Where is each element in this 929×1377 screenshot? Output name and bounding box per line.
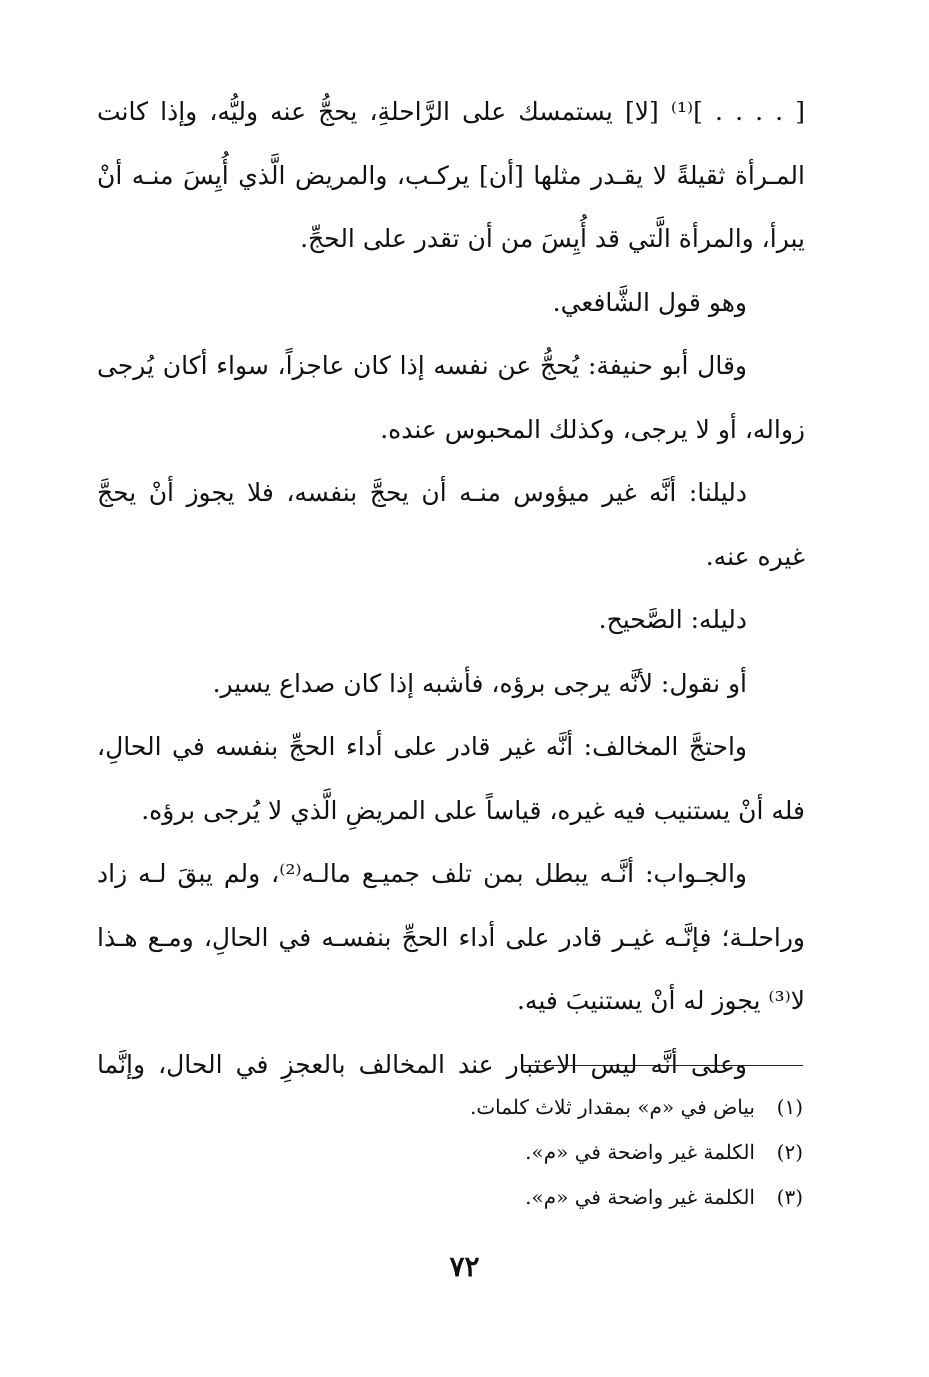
footnote-2-number: (٢) [776, 1140, 803, 1164]
paragraph-4: دليلنا: أنَّه غير ميؤوس منـه أن يحجَّ بنفسه، فلا يجوز أنْ يحجَّ غيره عنه. [97, 478, 805, 571]
paragraph-1: [ . . . . ]⁽¹⁾ [لا] يستمسك على الرَّاحلةِ، يحجُّ عنه وليُّه، وإذا كانت المـرأة ثقيلةً لا يقـدر مثلها [أن] يركـب، والمريض الَّذي أُيِسَ منـه أنْ يبرأ، والمرأة الَّتي قد أُيِسَ من أن تقدر على الحجِّ. [97, 97, 805, 253]
main-text [97, 80, 805, 1096]
footnote-1-number: (١) [776, 1095, 803, 1119]
paragraph-7: واحتجَّ المخالف: أنَّه غير قادر على أداء الحجِّ بنفسه في الحالِ، فله أنْ يستنيب فيه غيره، قياساً على المريضِ الَّذي لا يُرجى برؤه. [97, 732, 805, 825]
footnote-3 [103, 1175, 803, 1220]
footnote-3-text: الكلمة غير واضحة في «م». [525, 1185, 755, 1209]
footnote-2 [103, 1130, 803, 1175]
paragraph-3: وقال أبو حنيفة: يُحجُّ عن نفسه إذا كان عاجزاً، سواء أكان يُرجى زواله، أو لا يرجى، وكذلك المحبوس عنده. [97, 351, 805, 444]
footnote-3-number: (٣) [776, 1185, 803, 1209]
footnotes [103, 1085, 803, 1220]
footnote-2-text: الكلمة غير واضحة في «م». [525, 1140, 755, 1164]
paragraph-9: وعلى أنَّه ليس الاعتبار عند المخالف بالعجزِ في الحال، وإنَّما [97, 1049, 747, 1079]
page-number: ٧٢ [449, 1250, 480, 1283]
paragraph-6: أو نقول: لأنَّه يرجى برؤه، فأشبه إذا كان صداع يسير. [212, 668, 747, 698]
footnote-1-text: بياض في «م» بمقدار ثلاث كلمات. [469, 1095, 755, 1119]
footnote-divider [523, 1065, 803, 1066]
paragraph-5: دليله: الصَّحيح. [598, 605, 747, 634]
footnote-1 [103, 1085, 803, 1130]
paragraph-8: والجـواب: أنَّـه يبطل بمن تلف جميـع مالـه⁽²⁾، ولم يبقَ لـه زاد وراحلـة؛ فإنَّـه غيـر قادر على أداء الحجِّ بنفسـه في الحالِ، ومـع هـذا لا⁽³⁾ يجوز له أنْ يستنيبَ فيه. [97, 859, 805, 1015]
paragraph-2: وهو قول الشَّافعي. [552, 287, 747, 317]
